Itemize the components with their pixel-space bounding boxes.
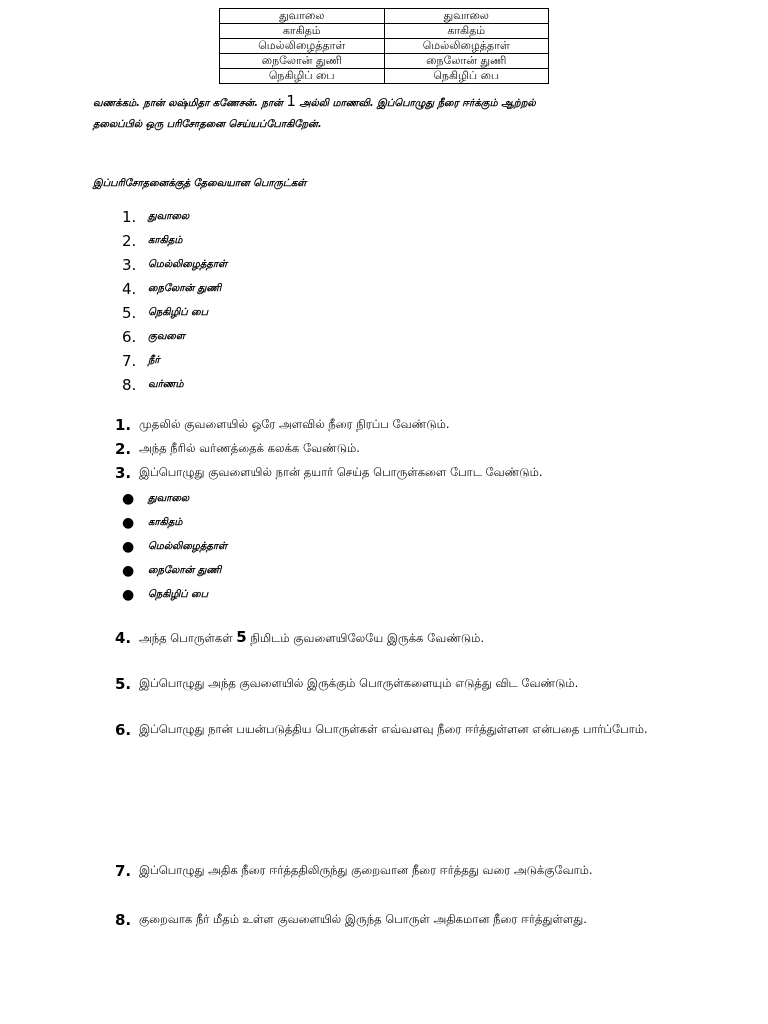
step-text: இப்பொழுது அதிக நீரை ஈர்த்ததிலிருந்து குறைவான நீரை ஈர்த்தது வரை அடுக்குவோம். <box>139 863 593 877</box>
list-item <box>122 205 227 229</box>
list-item <box>122 583 227 607</box>
item-number: 5. <box>122 304 137 322</box>
list-item <box>122 277 227 301</box>
intro-text-part1: வணக்கம். நான் லஷ்மிதா கணேசன். நான் <box>93 98 283 109</box>
materials-table <box>219 8 549 84</box>
item-text: காகிதம் <box>148 517 183 528</box>
bullet-list <box>122 487 227 607</box>
list-item <box>122 325 227 349</box>
list-item <box>122 253 227 277</box>
step-number: 1. <box>115 416 132 434</box>
item-text: மெல்லிழைத்தாள் <box>148 259 228 270</box>
step-number: 2. <box>115 440 132 458</box>
procedure-step-1 <box>115 416 450 434</box>
step-number: 4. <box>115 628 132 647</box>
table-cell: துவாலை <box>384 9 549 24</box>
bullet-icon: ● <box>122 587 135 603</box>
intro-line-2: தலைப்பில் ஒரு பரிசோதனை செய்யப்போகிறேன். <box>93 119 322 130</box>
item-text: நீர் <box>148 355 160 366</box>
table-cell: மெல்லிழைத்தாள் <box>220 39 385 54</box>
procedure-step-6 <box>115 721 648 739</box>
list-item <box>122 373 227 397</box>
step-text: முதலில் குவளையில் ஒரே அளவில் நீரை நிரப்ப வேண்டும். <box>139 417 450 431</box>
item-number: 6. <box>122 328 137 346</box>
list-item <box>122 349 227 373</box>
step-number: 5. <box>115 675 132 693</box>
procedure-step-7 <box>115 862 593 880</box>
list-item <box>122 535 227 559</box>
step-number: 3. <box>115 464 132 482</box>
procedure-step-8 <box>115 911 587 929</box>
item-number: 8. <box>122 376 137 394</box>
item-text: நெகிழிப் பை <box>148 589 209 600</box>
table-cell: நெகிழிப் பை <box>220 69 385 84</box>
list-item <box>122 511 227 535</box>
procedure-step-4 <box>115 628 484 647</box>
intro-number: 1 <box>286 92 296 110</box>
item-number: 1. <box>122 208 137 226</box>
item-number: 2. <box>122 232 137 250</box>
item-number: 3. <box>122 256 137 274</box>
item-text: நைலோன் துணி <box>148 565 222 576</box>
list-item <box>122 229 227 253</box>
procedure-step-5 <box>115 675 578 693</box>
procedure-step-3 <box>115 464 542 482</box>
step-text-part1: அந்த பொருள்கள் <box>139 631 233 645</box>
table-cell: துவாலை <box>220 9 385 24</box>
step-text-part2: நிமிடம் குவளையிலேயே இருக்க வேண்டும். <box>250 631 485 645</box>
table-cell: நைலோன் துணி <box>384 54 549 69</box>
step-text: இப்பொழுது நான் பயன்படுத்திய பொருள்கள் எவ்வளவு நீரை ஈர்த்துள்ளன என்பதை பார்ப்போம். <box>139 722 648 736</box>
item-text: துவாலை <box>148 211 190 222</box>
item-number: 7. <box>122 352 137 370</box>
item-text: மெல்லிழைத்தாள் <box>148 541 228 552</box>
table-cell: மெல்லிழைத்தாள் <box>384 39 549 54</box>
list-item <box>122 301 227 325</box>
list-item <box>122 487 227 511</box>
table-row <box>220 69 549 84</box>
step-number: 6. <box>115 721 132 739</box>
bullet-icon: ● <box>122 563 135 579</box>
table-cell: காகிதம் <box>220 24 385 39</box>
table-cell: நைலோன் துணி <box>220 54 385 69</box>
step-number: 8. <box>115 911 132 929</box>
table-cell: காகிதம் <box>384 24 549 39</box>
item-text: வர்ணம் <box>148 379 184 390</box>
table-cell: நெகிழிப் பை <box>384 69 549 84</box>
step-text: அந்த நீரில் வர்ணத்தைக் கலக்க வேண்டும். <box>139 441 360 455</box>
list-item <box>122 559 227 583</box>
materials-list <box>122 205 227 397</box>
bullet-icon: ● <box>122 539 135 555</box>
step-number: 7. <box>115 862 132 880</box>
intro-line-1 <box>93 92 713 110</box>
item-text: நைலோன் துணி <box>148 283 222 294</box>
bullet-icon: ● <box>122 515 135 531</box>
intro-text-part2: அல்லி மாணவி. இப்பொழுது நீரை ஈர்க்கும் ஆற்றல் <box>299 98 536 109</box>
item-text: நெகிழிப் பை <box>148 307 209 318</box>
table-row <box>220 24 549 39</box>
step-minutes-number: 5 <box>236 628 247 646</box>
step-text: இப்பொழுது அந்த குவளையில் இருக்கும் பொருள்களையும் எடுத்து விட வேண்டும். <box>139 676 579 690</box>
item-text: காகிதம் <box>148 235 183 246</box>
table-row <box>220 39 549 54</box>
bullet-icon: ● <box>122 491 135 507</box>
item-text: துவாலை <box>148 493 190 504</box>
procedure-step-2 <box>115 440 360 458</box>
step-text: குறைவாக நீர் மீதம் உள்ள குவளையில் இருந்த பொருள் அதிகமான நீரை ஈர்த்துள்ளது. <box>139 912 587 926</box>
item-text: குவளை <box>148 331 185 342</box>
step-text: இப்பொழுது குவளையில் நான் தயார் செய்த பொருள்களை போட வேண்டும். <box>139 465 543 479</box>
table-row <box>220 9 549 24</box>
item-number: 4. <box>122 280 137 298</box>
table-row <box>220 54 549 69</box>
step-text <box>139 628 484 647</box>
materials-heading: இப்பரிசோதனைக்குத் தேவையான பொருட்கள் <box>93 178 307 189</box>
